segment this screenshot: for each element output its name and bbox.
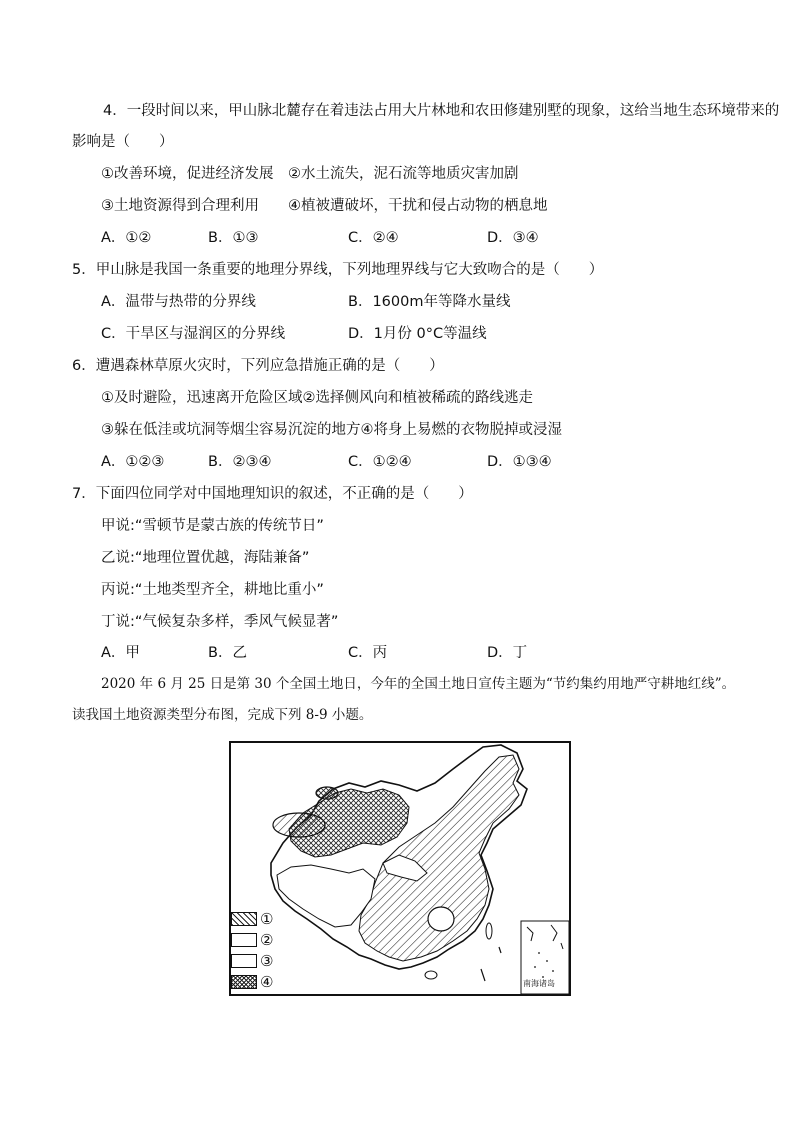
q4-stem-line2: 影响是（ ） [72,134,174,150]
q4-option-b: B．①③ [208,230,259,246]
q6-option-a: A．①②③ [101,454,165,470]
legend-num-4: ④ [260,973,274,991]
q4-option-c: C．②④ [348,230,399,246]
q7-statement-yi: 乙说:“地理位置优越，海陆兼备” [101,550,310,566]
taiwan-island [486,923,492,939]
q5-stem: 5．甲山脉是我国一条重要的地理分界线，下列地理界线与它大致吻合的是（ ） [72,262,604,278]
legend-item-1 [231,910,273,928]
q7-option-b: B．乙 [208,645,247,661]
q4-stem-line1: 4．一段时间以来，甲山脉北麓存在着违法占用大片林地和农田修建别墅的现象，这给当地生态环境带来的 [103,103,780,119]
q6-item-row1: ①及时避险，迅速离开危险区域②选择侧风向和植被稀疏的路线逃走 [101,390,533,406]
q6-option-d: D．①③④ [487,454,552,470]
legend-item-4 [231,973,273,991]
sichuan-basin [428,907,454,931]
q4-item-row1: ①改善环境，促进经济发展 ②水土流失，泥石流等地质灾害加剧 [101,166,519,182]
q5-option-b: B．1600m年等降水量线 [348,294,511,310]
intro-line1: 2020 年 6 月 25 日是第 30 个全国土地日，今年的全国土地日宣传主题为“节约集约用地严守耕地红线”。 [101,676,736,692]
q7-option-d: D．丁 [487,645,528,661]
junggar-oval [316,787,338,799]
q6-stem: 6．遭遇森林草原火灾时，下列应急措施正确的是（ ） [72,358,444,374]
legend-num-2: ② [260,931,274,949]
q7-stem: 7．下面四位同学对中国地理知识的叙述，不正确的是（ ） [72,486,473,502]
q6-option-c: C．①②④ [348,454,412,470]
legend-swatch-crosshatched [231,975,257,989]
q5-option-a: A．温带与热带的分界线 [101,294,256,310]
q7-statement-bing: 丙说:“土地类型齐全，耕地比重小” [101,582,324,598]
land-resource-map [229,741,571,996]
intro-line2: 读我国土地资源类型分布图，完成下列 8-9 小题。 [72,707,373,723]
tarim-oval [273,813,325,837]
q7-option-c: C．丙 [348,645,388,661]
legend-swatch-blank-3 [231,954,257,968]
legend-num-1: ① [260,910,274,928]
legend-swatch-hatched [231,912,257,926]
q7-option-a: A．甲 [101,645,140,661]
legend-swatch-blank-2 [231,933,257,947]
island-marks [481,947,501,981]
inset-label: 南海诸岛 [523,979,555,988]
legend-num-3: ③ [260,952,274,970]
q6-option-b: B．②③④ [208,454,272,470]
q7-statement-ding: 丁说:“气候复杂多样，季风气候显著” [101,614,339,630]
q4-option-d: D．③④ [487,230,539,246]
q5-option-d: D．1月份 0°C等温线 [348,326,487,342]
legend-item-2 [231,931,273,949]
q4-item-row2: ③土地资源得到合理利用 ④植被遭破坏，干扰和侵占动物的栖息地 [101,198,548,214]
q4-option-a: A．①② [101,230,152,246]
q6-item-row2: ③躲在低洼或坑洞等烟尘容易沉淀的地方④将身上易燃的衣物脱掉或浸湿 [101,422,562,438]
hainan-island [425,971,437,979]
legend-item-3 [231,952,273,970]
q7-statement-jia: 甲说:“雪顿节是蒙古族的传统节日” [101,518,324,534]
q5-option-c: C．干旱区与湿润区的分界线 [101,326,286,342]
map-legend [231,908,291,996]
